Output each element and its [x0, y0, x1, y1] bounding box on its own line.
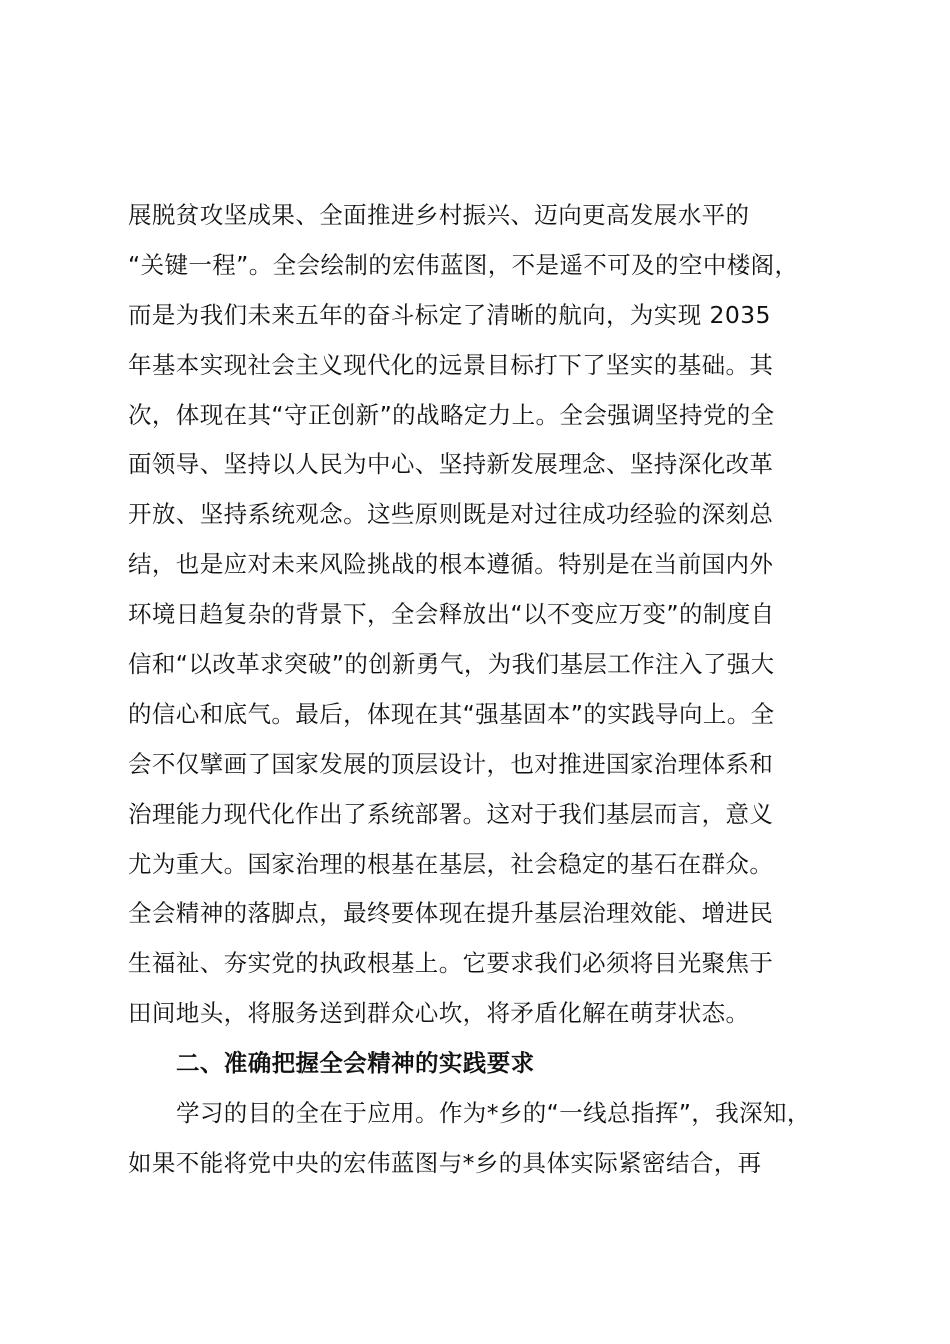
section-heading: 二、准确把握全会精神的实践要求 — [176, 1049, 535, 1078]
paragraph-line: 面领导、坚持以人民为中心、坚持新发展理念、坚持深化改革 — [128, 450, 774, 479]
paragraph-line: 年基本实现社会主义现代化的远景目标打下了坚实的基础。其 — [128, 350, 774, 379]
paragraph-line: “关键一程”。全会绘制的宏伟蓝图，不是遥不可及的空中楼阁， — [128, 250, 799, 279]
paragraph-line: 展脱贫攻坚成果、全面推进乡村振兴、迈向更高发展水平的 — [128, 201, 750, 229]
paragraph-line: 治理能力现代化作出了系统部署。这对于我们基层而言，意义 — [128, 799, 774, 828]
paragraph-line: 而是为我们未来五年的奋斗标定了清晰的航向，为实现 2035 — [128, 300, 771, 329]
document-body — [128, 191, 858, 1189]
paragraph-line: 结，也是应对未来风险挑战的根本遵循。特别是在当前国内外 — [128, 550, 774, 579]
paragraph-line: 田间地头，将服务送到群众心坎，将矛盾化解在萌芽状态。 — [128, 999, 750, 1028]
paragraph-line: 全会精神的落脚点，最终要体现在提升基层治理效能、增进民 — [128, 899, 774, 928]
paragraph-line: 学习的目的全在于应用。作为*乡的“一线总指挥”，我深知， — [176, 1099, 811, 1128]
paragraph-line: 次，体现在其“守正创新”的战略定力上。全会强调坚持党的全 — [128, 400, 775, 429]
paragraph-line: 生福祉、夯实党的执政根基上。它要求我们必须将目光聚焦于 — [128, 949, 774, 978]
paragraph-line: 开放、坚持系统观念。这些原则既是对过往成功经验的深刻总 — [128, 500, 774, 529]
paragraph-line: 如果不能将党中央的宏伟蓝图与*乡的具体实际紧密结合，再 — [128, 1148, 762, 1177]
paragraph-line: 信和“以改革求突破”的创新勇气，为我们基层工作注入了强大 — [128, 650, 775, 679]
paragraph-line: 会不仅擘画了国家发展的顶层设计，也对推进国家治理体系和 — [128, 749, 774, 778]
paragraph-line: 环境日趋复杂的背景下，全会释放出“以不变应万变”的制度自 — [128, 600, 775, 629]
paragraph-line: 的信心和底气。最后，体现在其“强基固本”的实践导向上。全 — [128, 699, 775, 728]
paragraph-line: 尤为重大。国家治理的根基在基层，社会稳定的基石在群众。 — [128, 849, 774, 878]
